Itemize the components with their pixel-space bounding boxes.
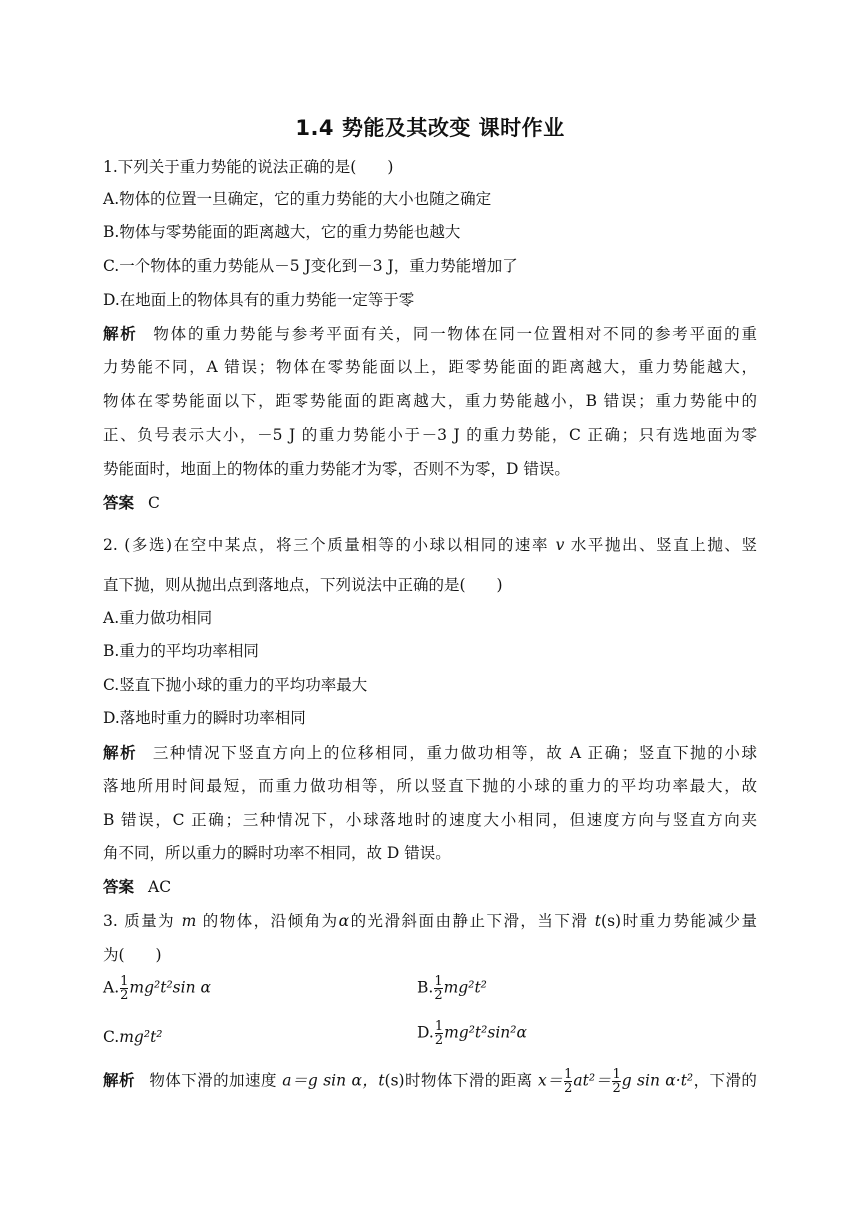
q1-option-d: D.在地面上的物体具有的重力势能一定等于零 bbox=[103, 291, 415, 309]
q2-option-a: A.重力做功相同 bbox=[103, 609, 213, 627]
q2-option-c: C.竖直下抛小球的重力的平均功率最大 bbox=[103, 676, 368, 694]
q3-option-a: A. $\frac{1}{2}$ mg²t²sin α bbox=[103, 974, 211, 1003]
q2-answer-label: 答案 bbox=[103, 878, 135, 896]
q2-option-d: D.落地时重力的瞬时功率相同 bbox=[103, 709, 306, 727]
q2-analysis-label: 解析 bbox=[103, 744, 138, 762]
q3-stem-line1: 3. 质量为 m 的物体，沿倾角为α的光滑斜面由静止下滑，当下滑 t(s)时重力势能减少量 bbox=[103, 912, 757, 930]
q1-analysis-line: 力势能不同，A 错误；物体在零势能面以上，距零势能面的距离越大，重力势能越大， bbox=[103, 358, 757, 376]
q2-answer-value: AC bbox=[148, 878, 172, 896]
q1-answer-label: 答案 bbox=[103, 494, 135, 512]
q3-analysis-label: 解析 bbox=[103, 1071, 135, 1090]
q1-analysis-line: 势能面时，地面上的物体的重力势能才为零，否则不为零，D 错误。 bbox=[103, 460, 570, 478]
q1-stem: 1.下列关于重力势能的说法正确的是( ) bbox=[103, 158, 394, 176]
q3-stem-line2: 为( ) bbox=[103, 946, 162, 964]
q1-analysis-line: 物体在零势能面以下，距零势能面的距离越大，重力势能越小，B 错误；重力势能中的 bbox=[103, 392, 757, 410]
q3-analysis-line: 解析 物体下滑的加速度 a＝g sin α，t(s)时物体下滑的距离 x＝ $\frac{1}{2}$ at²＝ $\frac{1}{2}$ g sin α·t²，下滑的 bbox=[103, 1067, 757, 1096]
q2-analysis-line: 解析 三种情况下竖直方向上的位移相同，重力做功相等，故 A 正确；竖直下抛的小球 bbox=[103, 744, 757, 762]
q2-analysis-line: B 错误，C 正确；三种情况下，小球落地时的速度大小相同，但速度方向与竖直方向夹 bbox=[103, 811, 757, 829]
q1-option-b: B.物体与零势能面的距离越大，它的重力势能也越大 bbox=[103, 223, 461, 241]
q2-option-b: B.重力的平均功率相同 bbox=[103, 642, 259, 660]
q3-option-d: D. $\frac{1}{2}$ mg²t²sin²α bbox=[417, 1019, 527, 1048]
fraction: $\frac{1}{2}$ bbox=[434, 974, 443, 1003]
q1-answer-value: C bbox=[148, 494, 160, 512]
fraction: $\frac{1}{2}$ bbox=[564, 1067, 573, 1096]
q1-answer bbox=[103, 493, 160, 513]
fraction: $\frac{1}{2}$ bbox=[434, 1019, 444, 1048]
q3-option-c: C.mg²t² bbox=[103, 1028, 163, 1046]
q1-analysis-line: 解析 物体的重力势能与参考平面有关，同一物体在同一位置相对不同的参考平面的重 bbox=[103, 325, 757, 343]
page-title: 1.4 势能及其改变 课时作业 bbox=[295, 116, 565, 140]
q1-option-c: C.一个物体的重力势能从－5 J变化到－3 J，重力势能增加了 bbox=[103, 257, 518, 275]
q2-stem-line1: 2. (多选)在空中某点，将三个质量相等的小球以相同的速率 v 水平抛出、竖直上抛、竖 bbox=[103, 536, 757, 554]
q2-answer bbox=[103, 877, 171, 897]
q2-stem-line2: 直下抛，则从抛出点到落地点，下列说法中正确的是( ) bbox=[103, 576, 503, 594]
fraction: $\frac{1}{2}$ bbox=[612, 1067, 621, 1096]
q2-analysis-line: 落地所用时间最短，而重力做功相等，所以竖直下抛的小球的重力的平均功率最大，故 bbox=[103, 777, 757, 795]
q1-analysis-line: 正、负号表示大小，－5 J 的重力势能小于－3 J 的重力势能，C 正确；只有选地面为零 bbox=[103, 426, 757, 444]
q1-analysis-label: 解析 bbox=[103, 325, 138, 343]
q3-option-b: B. $\frac{1}{2}$ mg²t² bbox=[417, 974, 487, 1003]
fraction: $\frac{1}{2}$ bbox=[120, 974, 129, 1003]
q2-analysis-line: 角不同，所以重力的瞬时功率不相同，故 D 错误。 bbox=[103, 844, 451, 862]
q1-option-a: A.物体的位置一旦确定，它的重力势能的大小也随之确定 bbox=[103, 190, 492, 208]
